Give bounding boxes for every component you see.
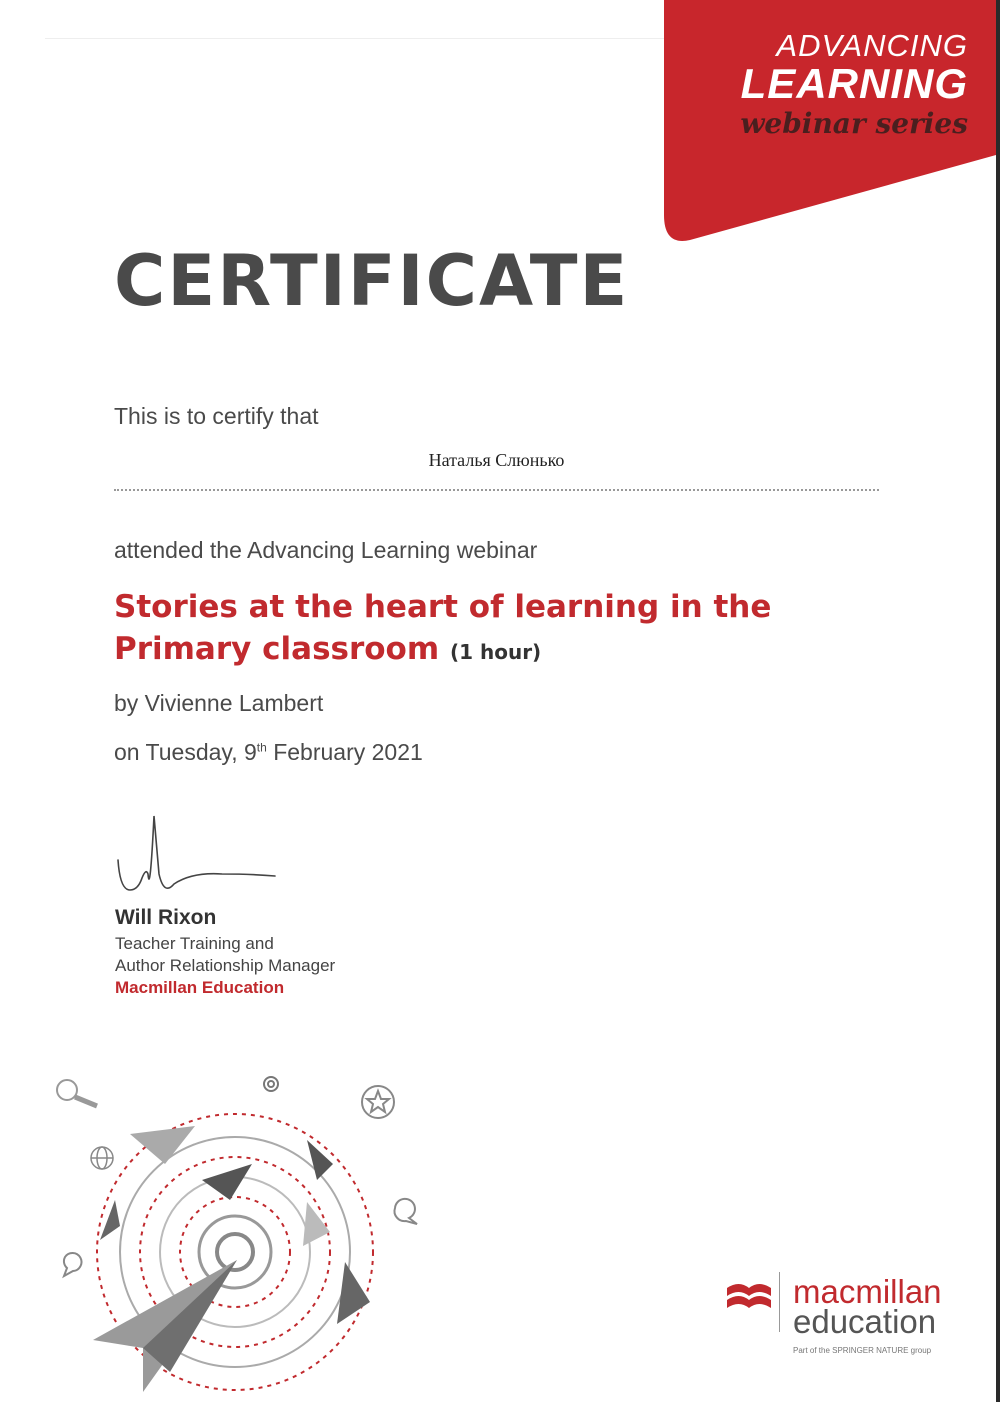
signer-name: Will Rixon bbox=[115, 906, 217, 929]
chat-bubble-icon bbox=[395, 1199, 417, 1224]
logo-word-education: education bbox=[793, 1303, 937, 1340]
macmillan-logo-icon bbox=[725, 1274, 773, 1314]
course-block bbox=[114, 586, 894, 673]
recipient-name: Наталья Слюнько bbox=[428, 450, 565, 470]
logo-tagline: Part of the SPRINGER NATURE group bbox=[793, 1346, 932, 1355]
signer-role-line1: Teacher Training and bbox=[115, 934, 274, 953]
logo-divider bbox=[779, 1272, 780, 1332]
paper-plane-icon bbox=[93, 1126, 370, 1392]
presenter-line: by Vivienne Lambert bbox=[114, 690, 324, 716]
date-prefix: on Tuesday, 9 bbox=[114, 739, 257, 765]
globe-icon bbox=[91, 1147, 113, 1169]
date-ordinal: th bbox=[256, 740, 267, 755]
certify-text: This is to certify that bbox=[114, 403, 319, 429]
certificate-title: CERTIFICATE bbox=[114, 240, 630, 322]
signature-image bbox=[112, 812, 292, 902]
signer-organization: Macmillan Education bbox=[115, 978, 285, 997]
date-suffix: February 2021 bbox=[266, 739, 423, 765]
banner-learning: LEARNING bbox=[740, 60, 968, 107]
gear-icon bbox=[264, 1077, 278, 1091]
course-title: Stories at the heart of learning in the Primary classroom bbox=[114, 589, 772, 667]
chat-bubble-icon bbox=[64, 1253, 82, 1276]
banner-advancing: ADVANCING bbox=[776, 28, 968, 63]
recipient-dotted-line bbox=[114, 489, 879, 491]
logo-word-macmillan: macmillan bbox=[793, 1273, 942, 1310]
signer-role-line2: Author Relationship Manager bbox=[115, 956, 336, 975]
search-icon bbox=[57, 1080, 97, 1106]
target-rings bbox=[97, 1114, 373, 1390]
paper-planes-illustration bbox=[45, 1062, 435, 1398]
date-line bbox=[114, 739, 423, 766]
course-duration: (1 hour) bbox=[449, 640, 542, 664]
attended-text: attended the Advancing Learning webinar bbox=[114, 537, 538, 563]
banner-webinar-series: webinar series bbox=[740, 107, 968, 140]
star-icon bbox=[362, 1086, 394, 1118]
